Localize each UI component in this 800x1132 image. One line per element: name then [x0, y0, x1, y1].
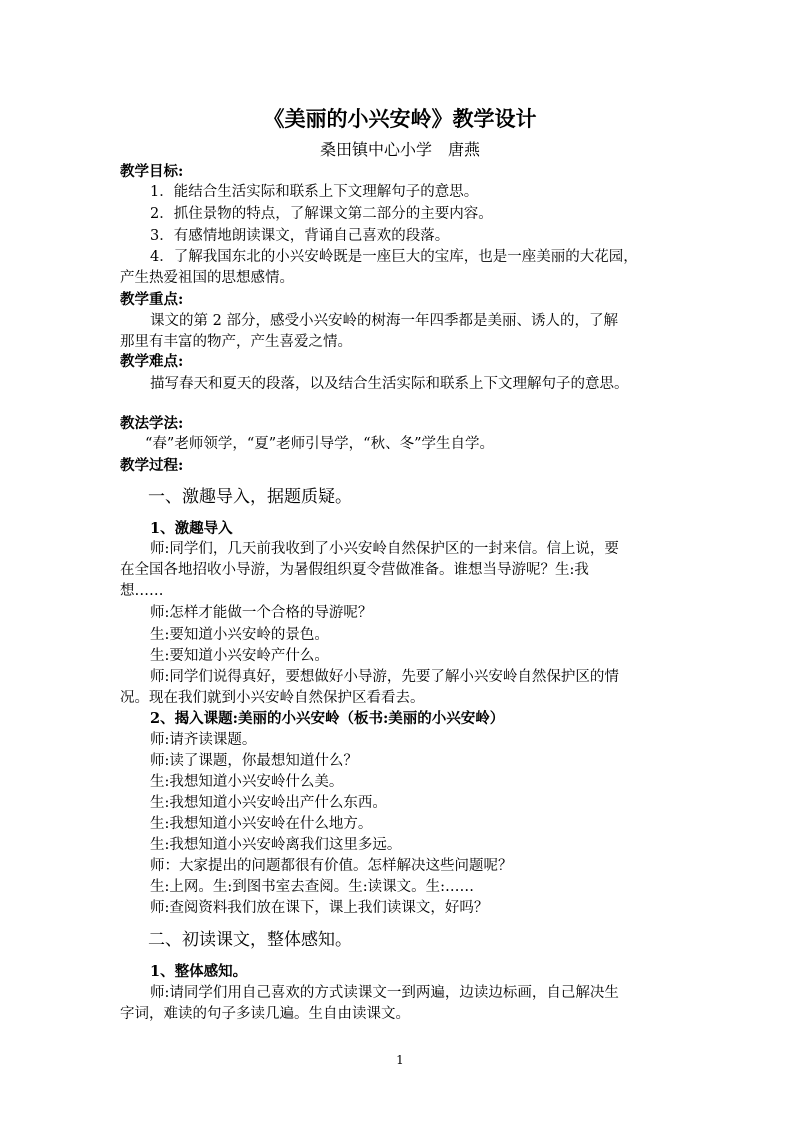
objective-item-continuation: 产生热爱祖国的思想感情。: [120, 270, 294, 286]
dialogue-line: 想……: [120, 583, 164, 599]
dialogue-line: 师:查阅资料我们放在课下，课上我们读课文，好吗？: [150, 900, 489, 916]
subsection-heading: 1、整体感知。: [150, 963, 248, 980]
document-title: 《美丽的小兴安岭》教学设计: [263, 106, 537, 131]
difficulties-heading: 教学难点:: [120, 353, 184, 370]
subsection-heading: 2、揭入课题:美丽的小兴安岭（板书:美丽的小兴安岭）: [150, 710, 505, 727]
dialogue-line: 生:我想知道小兴安岭离我们这里多远。: [150, 837, 402, 853]
dialogue-line: 师:读了课题，你最想知道什么？: [150, 753, 358, 769]
methods-heading: 教法学法:: [120, 415, 184, 432]
dialogue-line: 师:怎样才能做一个合格的导游呢？: [150, 605, 373, 621]
objective-item: 1．能结合生活实际和联系上下文理解句子的意思。: [150, 184, 479, 200]
key-points-text: 那里有丰富的物产，产生喜爱之情。: [120, 334, 352, 350]
difficulties-text: 描写春天和夏天的段落，以及结合生活实际和联系上下文理解句子的意思。: [150, 376, 629, 392]
dialogue-line: 生:我想知道小兴安岭什么美。: [150, 774, 344, 790]
dialogue-line: 生:上网。生:到图书室去查阅。生:读课文。生:……: [150, 879, 475, 895]
objective-item: 3．有感情地朗读课文，背诵自己喜欢的段落。: [150, 228, 450, 244]
process-heading: 教学过程:: [120, 457, 184, 474]
dialogue-line: 生:要知道小兴安岭的景色。: [150, 627, 329, 643]
dialogue-line: 在全国各地招收小导游，为暑假组织夏令营做准备。谁想当导游呢？生:我: [120, 562, 589, 578]
page-number: 1: [396, 1053, 404, 1067]
dialogue-line: 师:请同学们用自己喜欢的方式读课文一到两遍，边读边标画，自己解决生: [150, 985, 619, 1001]
section-heading: 一、激趣导入，据题质疑。: [148, 487, 352, 507]
author-line: 桑田镇中心小学 唐燕: [319, 140, 480, 159]
dialogue-line: 字词，难读的句子多读几遍。生自由读课文。: [120, 1006, 410, 1022]
objectives-heading: 教学目标:: [120, 163, 184, 180]
dialogue-line: 生:要知道小兴安岭产什么。: [150, 648, 329, 664]
dialogue-line: 师:同学们，几天前我收到了小兴安岭自然保护区的一封来信。信上说，要: [150, 541, 619, 557]
subsection-heading: 1、激趣导入: [150, 520, 233, 537]
section-heading: 二、初读课文，整体感知。: [148, 930, 352, 950]
dialogue-line: 师:请齐读课题。: [150, 732, 257, 748]
objective-item: 2．抓住景物的特点，了解课文第二部分的主要内容。: [150, 206, 493, 222]
key-points-text: 课文的第 2 部分，感受小兴安岭的树海一年四季都是美丽、诱人的，了解: [150, 313, 618, 329]
dialogue-line: 师:同学们说得真好，要想做好小导游，先要了解小兴安岭自然保护区的情: [150, 669, 619, 685]
objective-item: 4．了解我国东北的小兴安岭既是一座巨大的宝库，也是一座美丽的大花园，: [150, 249, 638, 265]
dialogue-line: 况。现在我们就到小兴安岭自然保护区看看去。: [120, 690, 425, 706]
dialogue-line: 生:我想知道小兴安岭在什么地方。: [150, 816, 373, 832]
dialogue-line: 生:我想知道小兴安岭出产什么东西。: [150, 795, 387, 811]
methods-text: “春”老师领学，“夏”老师引导学，“秋、冬”学生自学。: [145, 436, 494, 452]
dialogue-line: 师：大家提出的问题都很有价值。怎样解决这些问题呢？: [150, 858, 513, 874]
key-points-heading: 教学重点:: [120, 291, 184, 308]
